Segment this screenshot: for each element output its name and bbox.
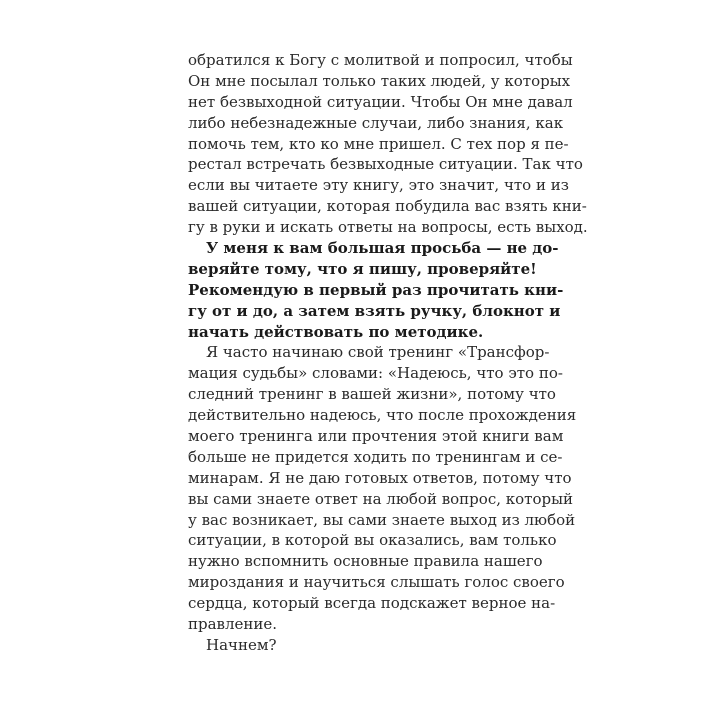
text-line: нужно вспомнить основные правила нашего [188, 552, 543, 571]
paragraph-2-bold-request [188, 238, 564, 342]
text-line: следний тренинг в вашей жизни», потому что [188, 385, 556, 404]
text-line: больше не придется ходить по тренингам и се- [188, 447, 563, 466]
paragraph-1 [188, 50, 588, 238]
paragraph-3 [188, 342, 577, 634]
text-line: вашей ситуации, которая побудила вас взять кни- [188, 197, 587, 216]
text-line: нет безвыходной ситуации. Чтобы Он мне давал [188, 92, 573, 111]
text-line: действительно надеюсь, что после прохождения [188, 406, 577, 425]
text-line: Я часто начинаю свой тренинг «Трансфор- [206, 343, 550, 362]
text-line: веряйте тому, что я пишу, проверяйте! [188, 259, 537, 278]
text-line: обратился к Богу с молитвой и попросил, чтобы [188, 51, 573, 69]
text-line: У меня к вам большая просьба — не до- [206, 239, 559, 258]
text-line: Он мне посылал только таких людей, у которых [188, 71, 571, 90]
text-line: у вас возникает, вы сами знаете выход из любой [188, 510, 576, 529]
text-line: мироздания и научиться слышать голос своего [188, 573, 565, 592]
text-line: моего тренинга или прочтения этой книги вам [188, 427, 564, 446]
text-line: правление. [188, 615, 278, 634]
text-line: Рекомендую в первый раз прочитать кни- [188, 280, 564, 299]
text-line: гу в руки и искать ответы на вопросы, есть выход. [188, 218, 588, 237]
text-line: рестал встречать безвыходные ситуации. Так что [188, 155, 583, 174]
text-line: начать действовать по методике. [188, 322, 484, 341]
text-line: мация судьбы» словами: «Надеюсь, что это по- [188, 364, 563, 383]
text-line: вы сами знаете ответ на любой вопрос, который [188, 489, 574, 508]
text-line: гу от и до, а затем взять ручку, блокнот и [188, 301, 561, 320]
book-page [188, 50, 588, 656]
text-line: сердца, который всегда подскажет верное на- [188, 594, 556, 613]
text-line: помочь тем, кто ко мне пришел. С тех пор я пе- [188, 134, 569, 153]
text-line: либо небезнадежные случаи, либо знания, как [188, 113, 564, 132]
text-line: минарам. Я не даю готовых ответов, потому что [188, 468, 572, 487]
text-line: ситуации, в которой вы оказались, вам только [188, 531, 557, 550]
text-line: если вы читаете эту книгу, это значит, что и из [188, 176, 569, 195]
paragraph-4 [188, 635, 518, 656]
text-line: Начнем? [206, 635, 277, 654]
